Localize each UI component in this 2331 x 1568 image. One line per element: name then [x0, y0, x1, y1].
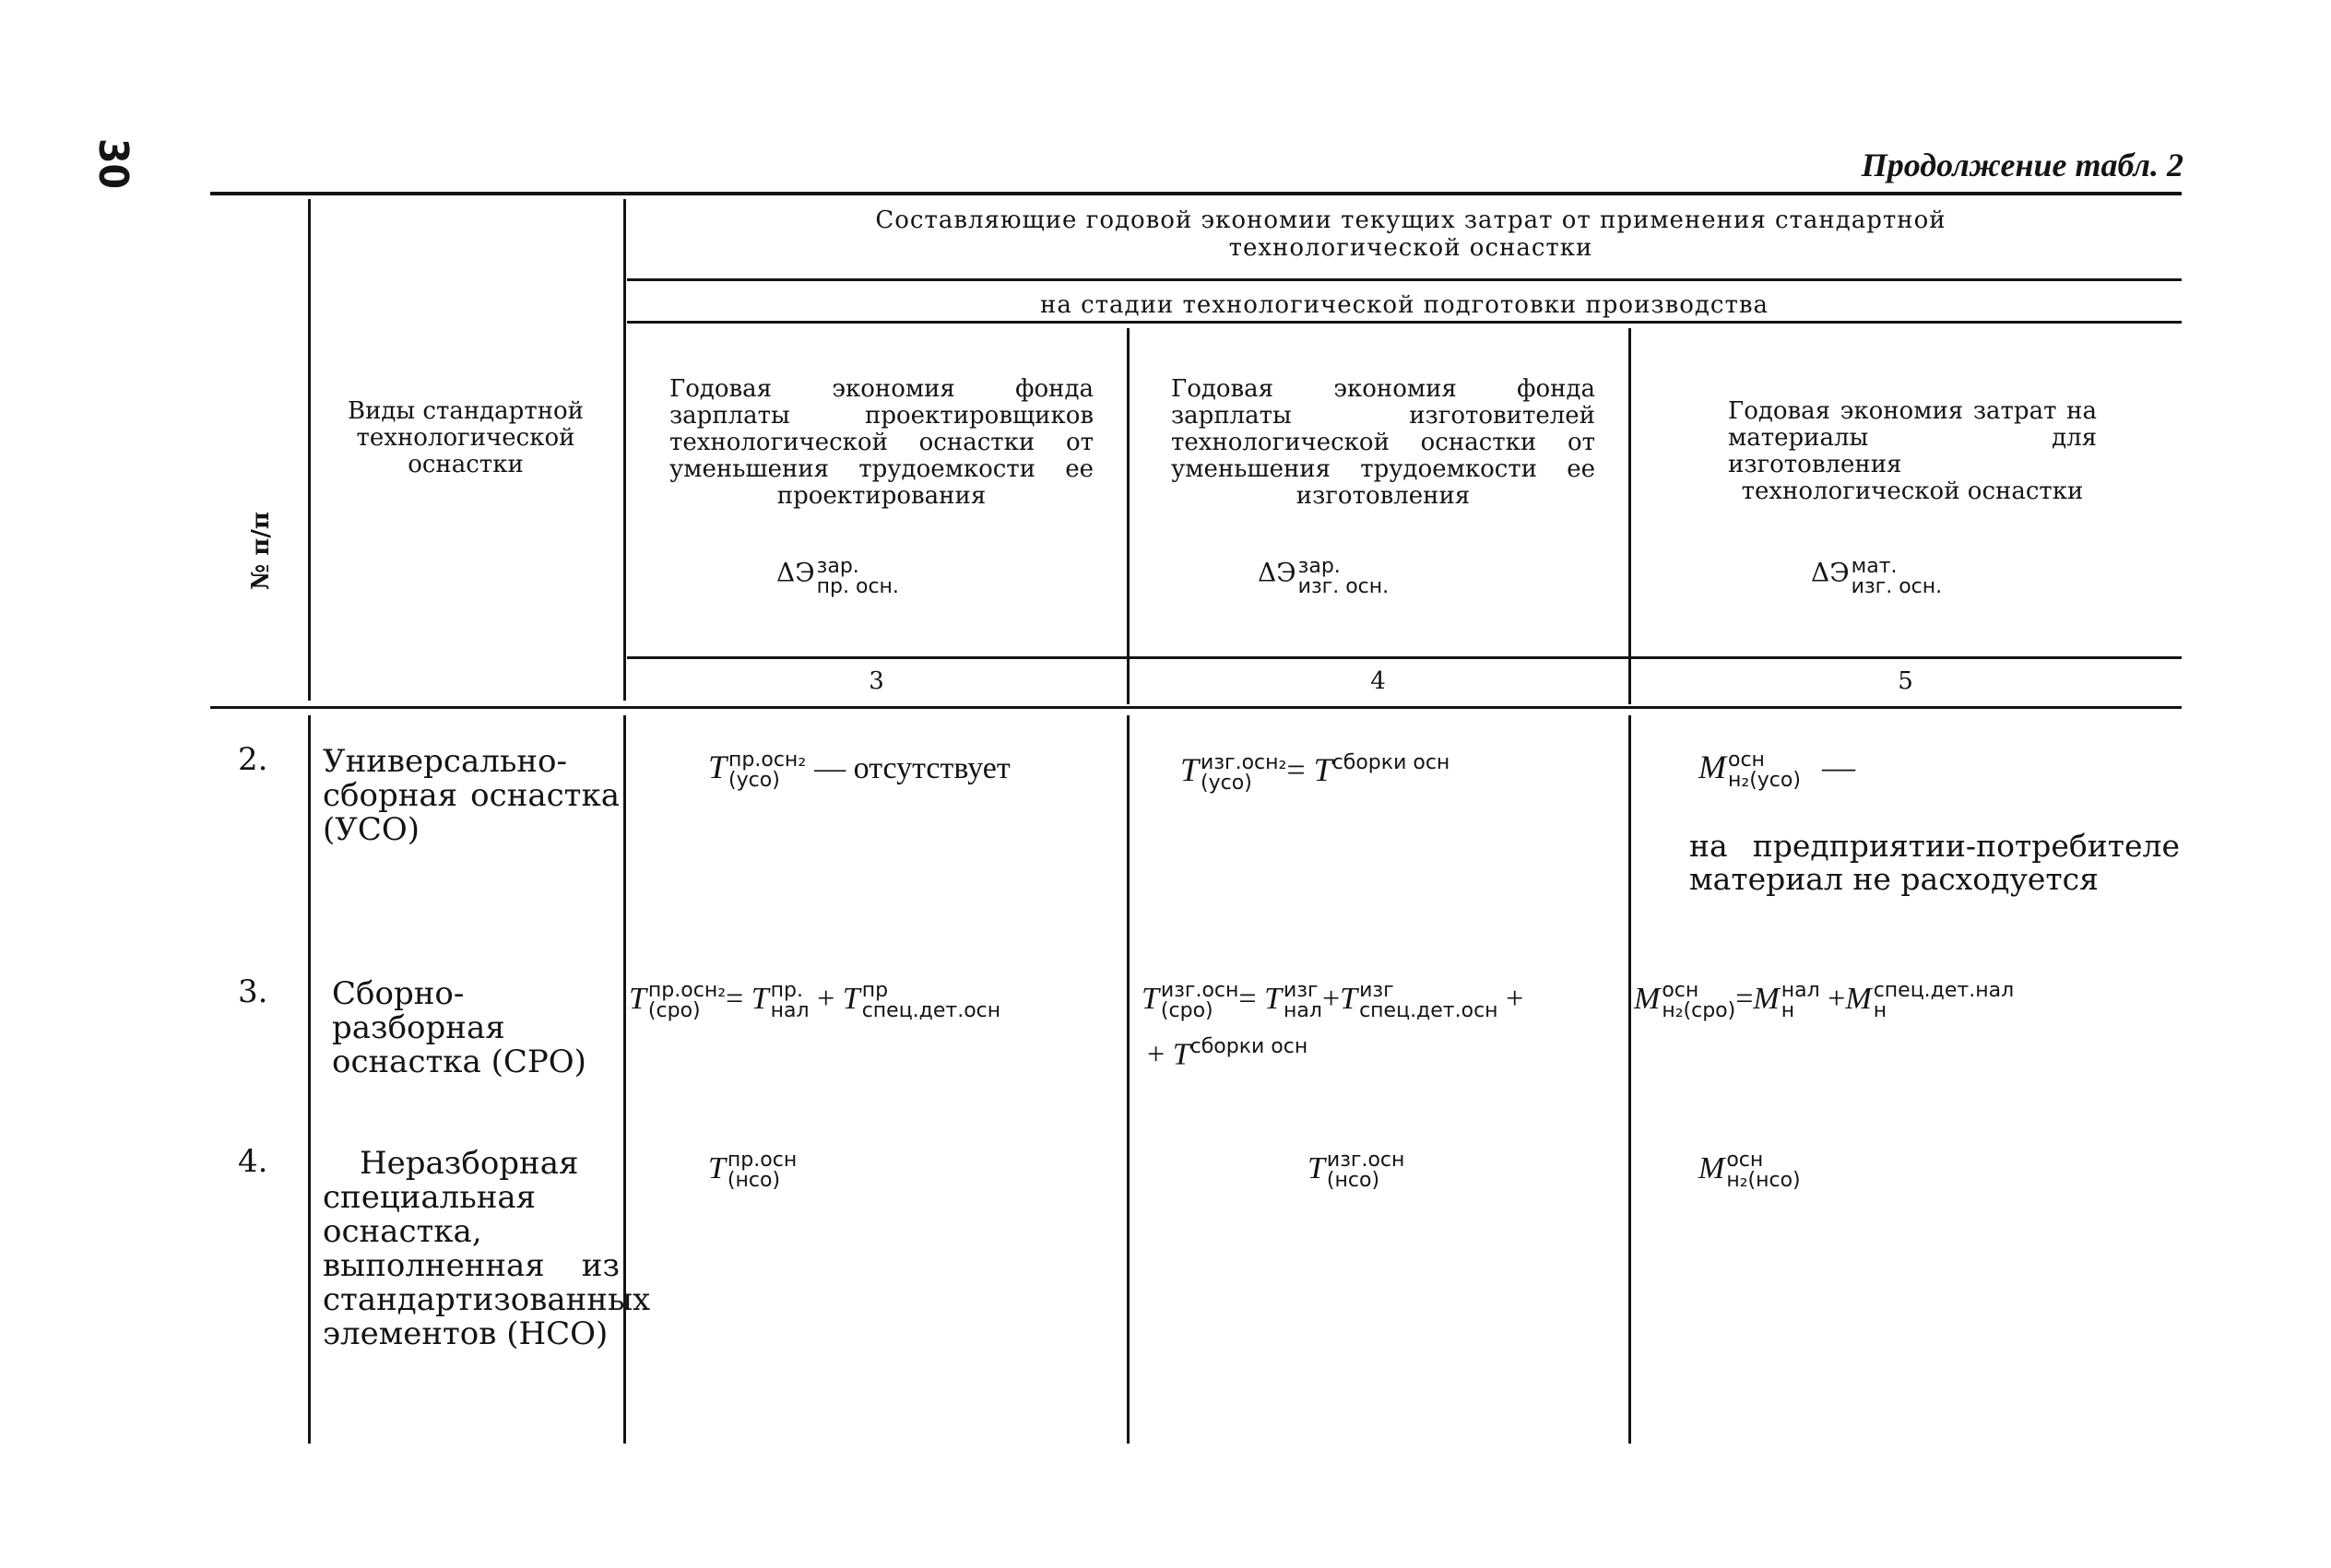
- row-4-col4-formula: T изг.осн (нсо): [1307, 1149, 1405, 1193]
- row-4-col5-formula: M осн н₂(нсо): [1698, 1149, 1801, 1193]
- row-2-c4-sub: (усо): [1201, 771, 1252, 795]
- col4-symbol-base: ΔЭ: [1258, 557, 1296, 588]
- col4-header: [1171, 376, 1595, 510]
- col4-symbol-sub: изг. осн.: [1297, 575, 1390, 598]
- row-3-c5-t1-sub: н: [1781, 999, 1795, 1023]
- col-divider-3-body: [1127, 715, 1130, 1444]
- col4-number: 4: [1370, 667, 1387, 695]
- row-3-c4-t1-sub: нал: [1284, 999, 1322, 1023]
- col-divider-1-body: [308, 715, 311, 1444]
- col-divider-2-body: [623, 715, 626, 1444]
- row-2-col5-note: [1689, 830, 2180, 896]
- row-2-col4-formula: T изг.осн₂ (усо) = $T^{сборки осн}$: [1180, 750, 1450, 795]
- row-3-col4-formula: T изг.осн (сро) = T изг нал +T изг спец.дет.осн +: [1142, 979, 1524, 1023]
- row-2-c5-dash: —: [1821, 749, 1855, 785]
- row-4-kind: [323, 1145, 651, 1352]
- header-bottom-rule: [210, 706, 2182, 709]
- row-3-c3-sub: (сро): [647, 999, 701, 1023]
- row-3-c3-sup: пр.осн₂: [647, 979, 727, 1003]
- table-top-rule: [210, 192, 2182, 195]
- row-2-c5-sub: н₂(усо): [1728, 768, 1801, 792]
- group-header-rule: [627, 278, 2182, 281]
- col-divider-2: [623, 199, 626, 701]
- col5-header: [1728, 398, 2097, 505]
- col3-symbol: [776, 557, 899, 597]
- column-number-rule: [627, 656, 2182, 659]
- col4-symbol-sup: зар.: [1297, 555, 1341, 578]
- row-3-c4-t1-sup: изг: [1284, 979, 1319, 1003]
- col-divider-4: [1628, 328, 1631, 704]
- row-2-c3-tail: — отсутствует: [814, 751, 1011, 785]
- row-4-c5-sup: осн: [1726, 1149, 1764, 1173]
- row-4-col3-formula: T пр.осн (нсо): [708, 1149, 798, 1193]
- col5-number: 5: [1898, 667, 1914, 695]
- row-4-c3-sub: (нсо): [727, 1169, 781, 1193]
- row-3-c3-t1-sup: пр.: [770, 979, 803, 1003]
- row-4-num: 4.: [238, 1143, 268, 1180]
- col5-symbol-sup: мат.: [1851, 555, 1898, 578]
- col5-symbol-base: ΔЭ: [1811, 557, 1850, 588]
- row-3-c4-sub: (сро): [1160, 999, 1213, 1023]
- col-divider-3: [1127, 328, 1130, 704]
- row-4-kind-text: Неразборная специальная оснастка, выполненная из стандартизованных элементов (НСО): [323, 1145, 651, 1352]
- row-2-c4-rhs-sup: сборки осн: [1331, 751, 1450, 774]
- col-divider-4-body: [1628, 715, 1631, 1444]
- row-4-c5-sub: н₂(нсо): [1726, 1169, 1801, 1193]
- group-header: [793, 206, 2029, 262]
- row-3-c4-t2-sub: спец.дет.осн: [1359, 999, 1498, 1023]
- col-kind-header: [323, 398, 609, 478]
- row-3-c5-sup: осн: [1662, 979, 1699, 1003]
- row-3-c5-t2-sub: н: [1873, 999, 1887, 1023]
- col-divider-1: [308, 199, 311, 701]
- var-T: T: [708, 749, 728, 785]
- row-2-c5-sup: осн: [1728, 748, 1765, 772]
- row-2-c3-sup: пр.осн₂: [728, 748, 807, 772]
- row-3-c3-t1-sub: нал: [770, 999, 810, 1023]
- col5-header-text: Годовая экономия затрат на материалы для изготовления технологической оснастки: [1728, 397, 2097, 505]
- row-3-c4-sup: изг.осн: [1160, 979, 1239, 1003]
- row-2-col3-formula: [708, 749, 1011, 791]
- page-number: 30: [89, 138, 136, 190]
- row-2-c3-sub: (усо): [728, 768, 780, 792]
- row-3-c4-t2-sup: изг: [1359, 979, 1394, 1003]
- row-4-c4-sub: (нсо): [1326, 1169, 1380, 1193]
- row-2-col5-formula: M осн н₂(усо) —: [1698, 748, 1855, 792]
- row-3-c3-t2-sup: пр: [861, 979, 889, 1003]
- col3-number: 3: [869, 667, 885, 695]
- col3-symbol-sub: пр. осн.: [816, 575, 899, 598]
- row-2-c5-note-text: на предприятии-потребителе материал не расходуется: [1689, 828, 2180, 897]
- row-3-col4-formula-cont: + $T^{сборки осн}$: [1147, 1035, 1308, 1072]
- col3-header: [669, 376, 1094, 510]
- col3-symbol-sup: зар.: [816, 555, 859, 578]
- row-3-num: 3.: [238, 973, 268, 1010]
- col3-header-text: Годовая экономия фонда зарплаты проектировщиков технологической оснастки от уменьшения трудоемкости ее проектирования: [669, 375, 1094, 510]
- col5-symbol-sub: изг. осн.: [1851, 575, 1943, 598]
- col-kind-header-text: Виды стандартной технологической оснастки: [347, 397, 585, 478]
- col-num-header: № п/п: [247, 512, 275, 590]
- row-3-col5-formula: M осн н₂(сро) =M нал н +M спец.дет.нал н: [1634, 979, 2015, 1023]
- row-4-c3-sup: пр.осн: [727, 1149, 798, 1173]
- row-2-num: 2.: [238, 741, 268, 778]
- row-3-col3-formula: T пр.осн₂ (сро) = T пр. нал + T пр спец.дет.осн: [629, 979, 1001, 1023]
- col4-header-text: Годовая экономия фонда зарплаты изготовителей технологической оснастки от уменьшения трудоемкости ее изготовления: [1171, 375, 1595, 510]
- row-3-c4-t3-sup: сборки осн: [1189, 1035, 1308, 1058]
- col4-symbol: [1258, 557, 1389, 597]
- continuation-caption: Продолжение табл. 2: [1861, 147, 2183, 183]
- row-3-c5-sub: н₂(сро): [1662, 999, 1736, 1023]
- group-header-text: Составляющие годовой экономии текущих затрат от применения стандартной технологической оснастки: [875, 206, 1946, 262]
- col3-symbol-base: ΔЭ: [776, 557, 815, 588]
- subgroup-header-rule: [627, 321, 2182, 324]
- row-2-kind-text: Универсально-сборная оснастка (УСО): [323, 743, 620, 848]
- row-3-c5-t1-sup: нал: [1781, 979, 1820, 1003]
- row-3-kind-text: Сборно-разборная оснастка (СРО): [332, 975, 586, 1080]
- col5-symbol: [1811, 557, 1942, 597]
- row-3-kind: [332, 977, 620, 1079]
- subgroup-header-text: на стадии технологической подготовки производства: [1040, 291, 1769, 319]
- row-2-c4-sup: изг.осн₂: [1201, 750, 1287, 774]
- row-2-kind: [323, 745, 620, 847]
- row-4-c4-sup: изг.осн: [1326, 1149, 1405, 1173]
- row-3-c5-t2-sup: спец.дет.нал: [1873, 979, 2015, 1003]
- subgroup-header: [636, 291, 2172, 319]
- row-3-c3-t2-sub: спец.дет.осн: [861, 999, 1001, 1023]
